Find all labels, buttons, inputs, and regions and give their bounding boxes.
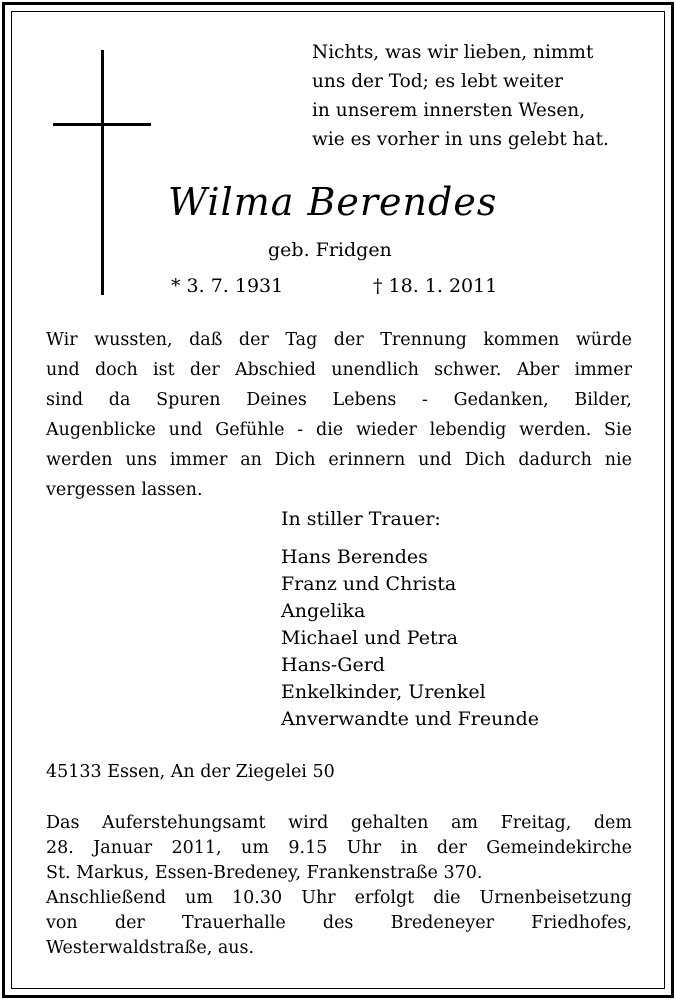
- mourner-name: Franz und Christa: [281, 573, 457, 595]
- mourner-name: Hans Berendes: [281, 546, 428, 568]
- message-line: Wir wussten, daß der Tag der Trennung kommen würde: [46, 330, 632, 350]
- service-line: Das Auferstehungsamt wird gehalten am Freitag, dem: [46, 813, 632, 833]
- mourner-name: Michael und Petra: [281, 627, 458, 649]
- message-line: vergessen lassen.: [46, 480, 203, 500]
- service-line: 28. Januar 2011, um 9.15 Uhr in der Gemeindekirche: [46, 838, 632, 858]
- mourner-name: Anverwandte und Freunde: [281, 708, 539, 730]
- deceased-name: Wilma Berendes: [168, 180, 498, 224]
- cross-vertical-bar: [101, 50, 104, 295]
- message-line: sind da Spuren Deines Lebens - Gedanken, Bilder,: [46, 390, 632, 410]
- birth-date: * 3. 7. 1931: [171, 275, 284, 297]
- maiden-name: geb. Fridgen: [268, 239, 392, 261]
- death-date: † 18. 1. 2011: [373, 275, 498, 297]
- service-details: [46, 811, 632, 961]
- message-line: Augenblicke und Gefühle - die wieder lebendig werden. Sie: [46, 420, 632, 440]
- mourner-name: Angelika: [281, 600, 366, 622]
- message-line: werden uns immer an Dich erinnern und Dich dadurch nie: [46, 450, 632, 470]
- service-line: St. Markus, Essen-Bredeney, Frankenstraße 370.: [46, 863, 483, 883]
- farewell-message: [46, 325, 632, 505]
- cross-horizontal-bar: [53, 123, 151, 126]
- family-address: 45133 Essen, An der Ziegelei 50: [46, 762, 335, 782]
- motto-quote: [312, 38, 642, 154]
- motto-line: wie es vorher in uns gelebt hat.: [312, 129, 609, 150]
- motto-line: Nichts, was wir lieben, nimmt: [312, 42, 594, 63]
- motto-line: uns der Tod; es lebt weiter: [312, 71, 563, 92]
- mourner-name: Hans-Gerd: [281, 654, 385, 676]
- mourners-heading: In stiller Trauer:: [281, 508, 441, 530]
- service-line: Anschließend um 10.30 Uhr erfolgt die Urnenbeisetzung: [46, 888, 632, 908]
- mourner-name: Enkelkinder, Urenkel: [281, 681, 486, 703]
- mourners-list: [281, 506, 539, 733]
- motto-line: in unserem innersten Wesen,: [312, 100, 586, 121]
- message-line: und doch ist der Abschied unendlich schwer. Aber immer: [46, 360, 632, 380]
- service-line: Westerwaldstraße, aus.: [46, 938, 255, 958]
- service-line: von der Trauerhalle des Bredeneyer Friedhofes,: [46, 913, 632, 933]
